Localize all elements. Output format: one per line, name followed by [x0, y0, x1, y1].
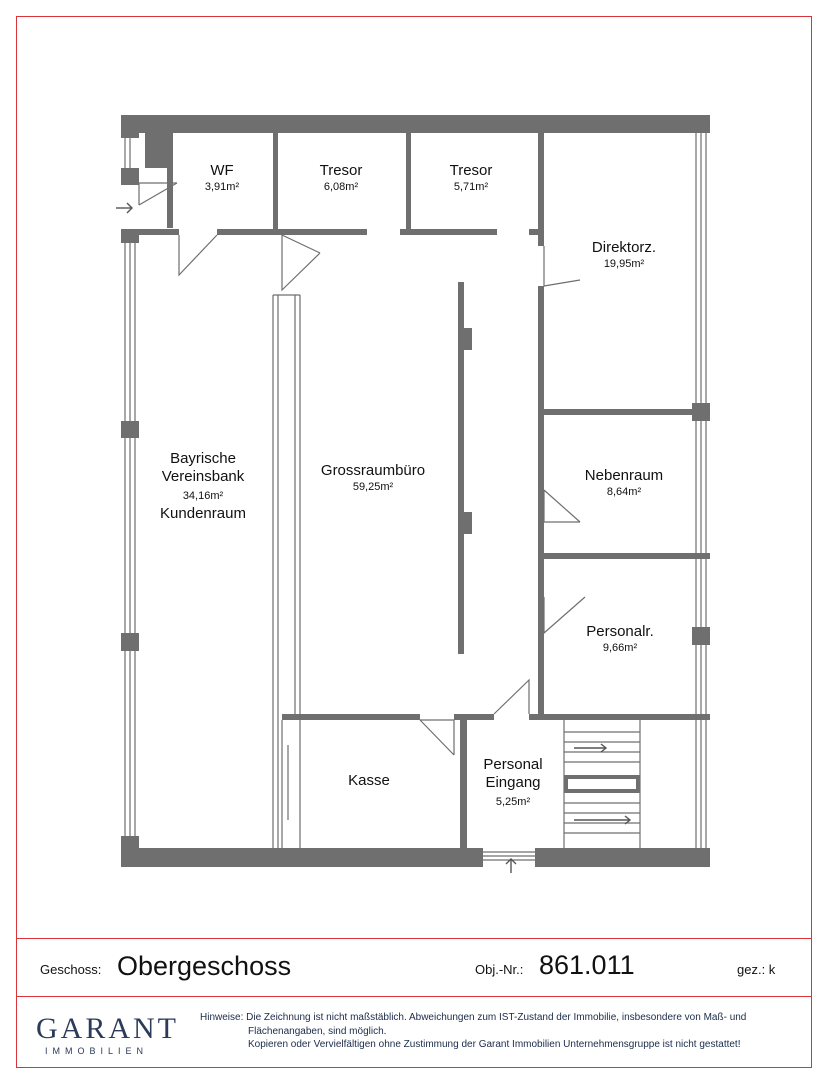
room-kundenraum: [160, 450, 246, 523]
room-name: Direktorz.: [591, 239, 657, 256]
notes-line-2: Flächenangaben, sind möglich.: [248, 1025, 387, 1037]
room-area: 6,08m²: [323, 181, 359, 193]
room-direktor: [592, 239, 656, 271]
obj-nr-value: 861.011: [539, 950, 635, 980]
room-area: 59,25m²: [352, 481, 394, 493]
room-tresor-2: [450, 162, 493, 194]
room-name: Personalr.: [586, 623, 654, 640]
room-name: Tresor: [319, 162, 363, 179]
room-name: Tresor: [449, 162, 493, 179]
notes-line-3: Kopieren oder Vervielfältigen ohne Zustimmung der Garant Immobilien Unternehmensgruppe ist nicht gestattet!: [248, 1039, 741, 1050]
obj-nr-label: Obj.-Nr.:: [475, 962, 524, 977]
room-name-line1: Bayrische: [170, 450, 236, 467]
room-area: 34,16m²: [182, 490, 224, 502]
footer-divider-middle: [16, 996, 812, 997]
room-kasse: [348, 772, 390, 790]
room-name-line2: Vereinsbank: [161, 468, 245, 485]
room-personalr: [586, 623, 654, 655]
room-area: 9,66m²: [602, 642, 638, 654]
room-name-line2: Eingang: [485, 774, 541, 791]
room-area: 8,64m²: [606, 486, 642, 498]
geschoss-label: Geschoss:: [40, 962, 102, 977]
room-area: 19,95m²: [603, 258, 645, 270]
room-name: Nebenraum: [584, 467, 664, 484]
room-personal-eingang: [483, 756, 542, 809]
room-wf: [205, 162, 239, 194]
room-tresor-1: [320, 162, 363, 194]
room-area: 3,91m²: [204, 181, 240, 193]
room-area: 5,71m²: [453, 181, 489, 193]
gez-label: gez.: k: [737, 962, 776, 977]
garant-logo: GARANT: [36, 1012, 179, 1045]
room-area: 5,25m²: [495, 796, 531, 808]
garant-logo-subtitle: IMMOBILIEN: [45, 1046, 149, 1056]
room-grossraumbuero: [321, 462, 425, 494]
footer-notes: [200, 1011, 808, 1052]
geschoss-value: Obergeschoss: [117, 951, 292, 981]
room-name: Grossraumbüro: [320, 462, 426, 479]
room-name-line3: Kundenraum: [160, 505, 246, 522]
room-name: Kasse: [348, 772, 390, 789]
footer-divider-top: [16, 938, 812, 939]
room-name: WF: [210, 162, 234, 179]
room-nebenraum: [585, 467, 663, 499]
notes-line-1: Hinweise: Die Zeichnung ist nicht maßstäblich. Abweichungen zum IST-Zustand der Immobilie, insbesondere von Maß- und: [200, 1012, 747, 1023]
room-name-line1: Personal: [483, 756, 543, 773]
